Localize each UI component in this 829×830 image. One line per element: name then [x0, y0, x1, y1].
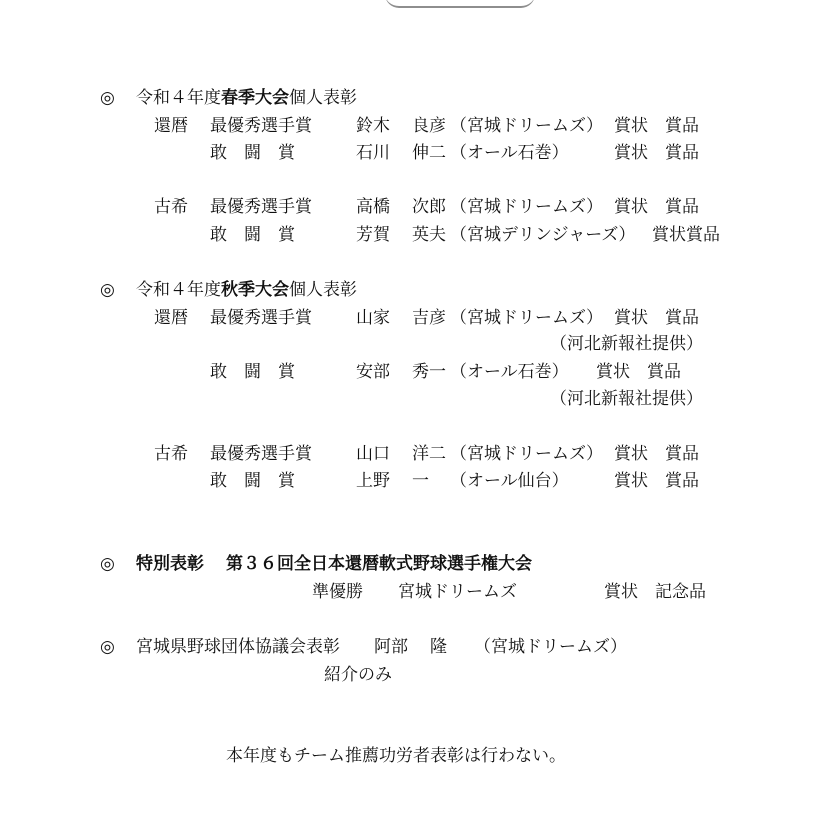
winner-given-name: 伸二 — [412, 143, 446, 163]
prize: 賞状 賞品 — [614, 471, 699, 491]
award-label: 最優秀選手賞 — [210, 308, 312, 328]
winner-team: （宮城デリンジャーズ） — [450, 225, 636, 245]
award-label: 敢 闘 賞 — [210, 471, 295, 491]
spring-kanreki-category: 還暦 — [154, 116, 188, 136]
winner-team: （宮城ドリームズ） — [450, 444, 603, 464]
federation-note: 紹介のみ — [324, 665, 392, 685]
prize: 賞状 賞品 — [614, 197, 699, 217]
special-prize: 賞状 記念品 — [604, 582, 706, 602]
prize: 賞状 賞品 — [596, 362, 681, 382]
special-heading: 特別表彰 — [136, 554, 204, 574]
winner-surname: 上野 — [356, 471, 390, 491]
winner-given-name: 英夫 — [412, 225, 446, 245]
winner-team: （宮城ドリームズ） — [450, 308, 603, 328]
winner-surname: 芳賀 — [356, 225, 390, 245]
award-label: 最優秀選手賞 — [210, 444, 312, 464]
prize: 賞状 賞品 — [614, 116, 699, 136]
bullet-icon: ◎ — [100, 88, 115, 108]
special-team: 宮城ドリームズ — [398, 582, 517, 602]
bullet-icon: ◎ — [100, 554, 115, 574]
special-result: 準優勝 — [312, 582, 363, 602]
autumn-heading: 令和４年度秋季大会個人表彰 — [136, 280, 357, 300]
winner-team: （オール石巻） — [450, 362, 569, 382]
winner-team: （宮城ドリームズ） — [450, 197, 603, 217]
winner-team: （宮城ドリームズ） — [450, 116, 603, 136]
sponsor-note: （河北新報社提供） — [550, 334, 703, 354]
spring-koki-category: 古希 — [154, 197, 188, 217]
winner-surname: 石川 — [356, 143, 390, 163]
winner-given-name: 吉彦 — [412, 308, 446, 328]
federation-given-name: 隆 — [430, 637, 447, 657]
award-label: 敢 闘 賞 — [210, 143, 295, 163]
autumn-kanreki-category: 還暦 — [154, 308, 188, 328]
award-label: 最優秀選手賞 — [210, 197, 312, 217]
prize: 賞状賞品 — [652, 225, 720, 245]
winner-given-name: 洋二 — [412, 444, 446, 464]
prize: 賞状 賞品 — [614, 444, 699, 464]
winner-team: （オール石巻） — [450, 143, 569, 163]
sponsor-note: （河北新報社提供） — [550, 389, 703, 409]
federation-team: （宮城ドリームズ） — [474, 637, 627, 657]
prize: 賞状 賞品 — [614, 143, 699, 163]
award-label: 敢 闘 賞 — [210, 225, 295, 245]
winner-given-name: 一 — [412, 471, 429, 491]
scan-artifact — [385, 0, 535, 8]
winner-surname: 山口 — [356, 444, 390, 464]
winner-given-name: 秀一 — [412, 362, 446, 382]
winner-given-name: 次郎 — [412, 197, 446, 217]
award-label: 敢 闘 賞 — [210, 362, 295, 382]
prize: 賞状 賞品 — [614, 308, 699, 328]
federation-surname: 阿部 — [374, 637, 408, 657]
federation-heading: 宮城県野球団体協議会表彰 — [136, 637, 340, 657]
award-label: 最優秀選手賞 — [210, 116, 312, 136]
bullet-icon: ◎ — [100, 637, 115, 657]
winner-given-name: 良彦 — [412, 116, 446, 136]
autumn-koki-category: 古希 — [154, 444, 188, 464]
bullet-icon: ◎ — [100, 280, 115, 300]
winner-surname: 山家 — [356, 308, 390, 328]
spring-heading: 令和４年度春季大会個人表彰 — [136, 88, 357, 108]
winner-team: （オール仙台） — [450, 471, 569, 491]
winner-surname: 高橋 — [356, 197, 390, 217]
winner-surname: 安部 — [356, 362, 390, 382]
special-event: 第３６回全日本還暦軟式野球選手権大会 — [226, 554, 532, 574]
winner-surname: 鈴木 — [356, 116, 390, 136]
footer-note: 本年度もチーム推薦功労者表彰は行わない。 — [226, 746, 566, 766]
